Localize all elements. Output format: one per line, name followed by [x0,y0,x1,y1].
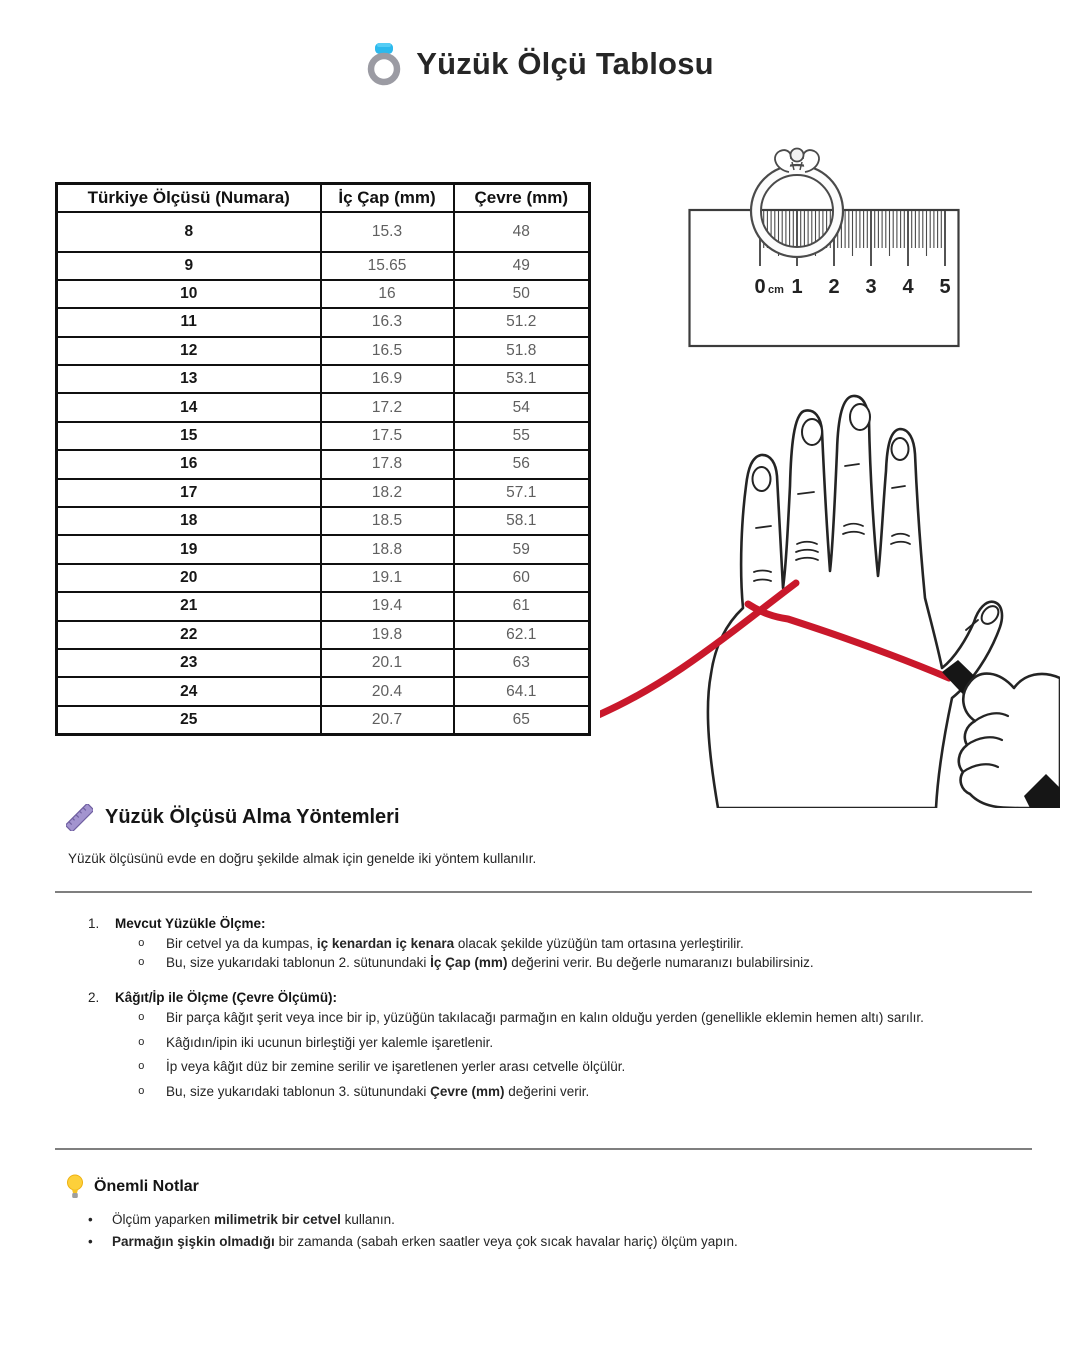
text-segment: Bu, size yukarıdaki tablonun 3. sütunundaki [166,1083,431,1099]
sub-bullet-marker: o [138,1061,145,1073]
cell-size-number: 19 [57,535,321,563]
cell-circumference: 48 [454,212,590,252]
cell-size-number: 16 [57,450,321,478]
method-number: 1. [88,916,100,931]
sub-bullet-marker: o [138,1036,145,1049]
text-segment: milimetrik bir cetvel [214,1212,341,1227]
text-segment: Kâğıdın/ipin iki ucunun birleştiği yer kalemle işaretlenir. [166,1034,494,1050]
lightbulb-icon [66,1174,84,1200]
table-row [57,592,590,620]
method-bullet [88,936,1038,951]
table-row [57,212,590,252]
table-row [57,365,590,393]
cell-inner-diameter: 19.1 [321,564,454,592]
ruler-tick-label: 5 [939,276,951,298]
table-header-row [57,184,590,212]
cell-circumference: 56 [454,450,590,478]
page-title: Yüzük Ölçü Tablosu [416,46,714,81]
cell-inner-diameter: 19.8 [321,621,454,649]
sub-bullet-marker: o [138,1085,145,1098]
cell-size-number: 9 [57,252,321,280]
table-row [57,337,590,365]
cell-inner-diameter: 16.5 [321,337,454,365]
bullet-marker: • [88,1212,93,1227]
cell-size-number: 20 [57,564,321,592]
method-bullet [88,955,1038,970]
text-segment: Çevre (mm) [430,1083,505,1099]
table-header-cell: Türkiye Ölçüsü (Numara) [57,184,321,212]
bullet-marker: • [88,1233,93,1249]
text-segment: değerini verir. Bu değerle numaranızı bulabilirsiniz. [507,955,814,970]
sub-bullet-marker: o [138,957,145,969]
cell-size-number: 11 [57,308,321,336]
bullet-text [166,1059,625,1074]
cell-circumference: 63 [454,649,590,677]
cell-inner-diameter: 20.7 [321,706,454,734]
cell-inner-diameter: 20.1 [321,649,454,677]
method-bullet [88,1035,1038,1050]
text-segment: iç kenardan iç kenara [316,936,455,951]
cell-size-number: 24 [57,677,321,705]
cell-circumference: 55 [454,422,590,450]
text-segment: Parmağın şişkin olmadığı [112,1233,275,1249]
cell-circumference: 51.2 [454,308,590,336]
bullet-text [166,936,744,951]
table-header-cell: Çevre (mm) [454,184,590,212]
cell-inner-diameter: 18.8 [321,535,454,563]
cell-circumference: 49 [454,252,590,280]
cell-circumference: 57.1 [454,479,590,507]
ruler-unit-label: cm [768,284,784,296]
table-row [57,252,590,280]
bullet-text [166,1035,493,1050]
ruler-tick-label: 4 [902,276,914,298]
cell-inner-diameter: 18.5 [321,507,454,535]
cell-size-number: 18 [57,507,321,535]
cell-circumference: 50 [454,280,590,308]
cell-circumference: 53.1 [454,365,590,393]
cell-inner-diameter: 17.8 [321,450,454,478]
bullet-text [166,955,814,970]
separator-line [55,1148,1032,1150]
cell-circumference: 61 [454,592,590,620]
cell-inner-diameter: 15.65 [321,252,454,280]
ruler-tick-label: 1 [791,276,803,298]
methods-intro: Yüzük ölçüsünü evde en doğru şekilde almak için genelde iki yöntem kullanılır. [68,851,537,866]
bullet-text [166,1084,589,1099]
ring-icon [366,42,402,86]
sub-bullet-marker: o [138,938,145,950]
cell-inner-diameter: 18.2 [321,479,454,507]
cell-size-number: 13 [57,365,321,393]
cell-inner-diameter: 19.4 [321,592,454,620]
cell-inner-diameter: 16.9 [321,365,454,393]
text-segment: değerini verir. [504,1083,590,1099]
table-header-cell: İç Çap (mm) [321,184,454,212]
cell-size-number: 21 [57,592,321,620]
ruler-tick-label: 0 [754,276,766,298]
hand-outline [708,396,1002,808]
cell-circumference: 51.8 [454,337,590,365]
ring-size-table [55,182,591,736]
cell-size-number: 10 [57,280,321,308]
cell-size-number: 22 [57,621,321,649]
cell-circumference: 59 [454,535,590,563]
method-title: Mevcut Yüzükle Ölçme: [115,916,266,931]
cell-inner-diameter: 17.5 [321,422,454,450]
text-segment: İp veya kâğıt düz bir zemine serilir ve işaretlenen yerler arası cetvelle ölçülür. [166,1059,626,1074]
cell-size-number: 15 [57,422,321,450]
table-row [57,564,590,592]
cell-size-number: 25 [57,706,321,734]
method-title: Kâğıt/İp ile Ölçme (Çevre Ölçümü): [115,990,338,1005]
text-segment: Ölçüm yaparken [112,1212,215,1227]
text-segment: İç Çap (mm) [430,955,508,970]
cell-circumference: 64.1 [454,677,590,705]
separator-line [55,891,1032,893]
text-segment: bir zamanda (sabah erken saatler veya çok sıcak havalar hariç) ölçüm yapın. [274,1233,738,1249]
bullet-text [166,1010,924,1025]
cell-size-number: 23 [57,649,321,677]
table-row [57,308,590,336]
method-bullet [88,1084,1038,1099]
notes-heading: Önemli Notlar [94,1178,199,1195]
method-number: 2. [88,990,100,1005]
cell-inner-diameter: 16.3 [321,308,454,336]
cell-circumference: 58.1 [454,507,590,535]
cell-size-number: 12 [57,337,321,365]
table-row [57,507,590,535]
cell-inner-diameter: 16 [321,280,454,308]
text-segment: olacak şekilde yüzüğün tam ortasına yerleştirilir. [454,936,744,951]
table-row [57,649,590,677]
cell-inner-diameter: 15.3 [321,212,454,252]
table-row [57,479,590,507]
note-text [112,1212,395,1227]
size-table-body [57,212,590,735]
ruler-tick-label: 3 [865,276,877,298]
text-segment: kullanın. [340,1212,395,1227]
methods-heading-row [66,804,400,831]
cell-inner-diameter: 20.4 [321,677,454,705]
cell-circumference: 60 [454,564,590,592]
table-row [57,422,590,450]
note-bullet [88,1212,1038,1227]
cell-inner-diameter: 17.2 [321,393,454,421]
cell-size-number: 17 [57,479,321,507]
note-bullet [88,1234,1038,1249]
text-segment: Bir parça kâğıt şerit veya ince bir ip, yüzüğün takılacağı parmağın en kalın olduğu yerden (genellikle eklemin hemen altı) sarılır. [166,1010,924,1025]
notes-list [88,1212,1038,1255]
table-row [57,393,590,421]
cell-size-number: 8 [57,212,321,252]
cell-circumference: 54 [454,393,590,421]
note-text [112,1234,738,1249]
cell-circumference: 62.1 [454,621,590,649]
ruler-tick-label: 2 [828,276,840,298]
cell-size-number: 14 [57,393,321,421]
method-bullet [88,1010,1038,1025]
table-row [57,450,590,478]
table-row [57,535,590,563]
method-item [88,990,1038,1099]
table-row [57,677,590,705]
ruler-icon [66,804,93,831]
page-title-row [0,42,1080,86]
sub-bullet-marker: o [138,1012,145,1024]
methods-list [88,916,1038,1119]
text-segment: Bir cetvel ya da kumpas, [166,936,317,951]
table-row [57,706,590,734]
method-item [88,916,1038,970]
methods-heading: Yüzük Ölçüsü Alma Yöntemleri [105,806,400,828]
table-row [57,280,590,308]
method-bullet [88,1059,1038,1074]
ring-on-ruler-figure [688,140,960,352]
notes-heading-row [66,1174,199,1200]
table-row [57,621,590,649]
cell-circumference: 65 [454,706,590,734]
hand-string-figure [600,376,1060,808]
text-segment: Bu, size yukarıdaki tablonun 2. sütunundaki [166,955,431,970]
